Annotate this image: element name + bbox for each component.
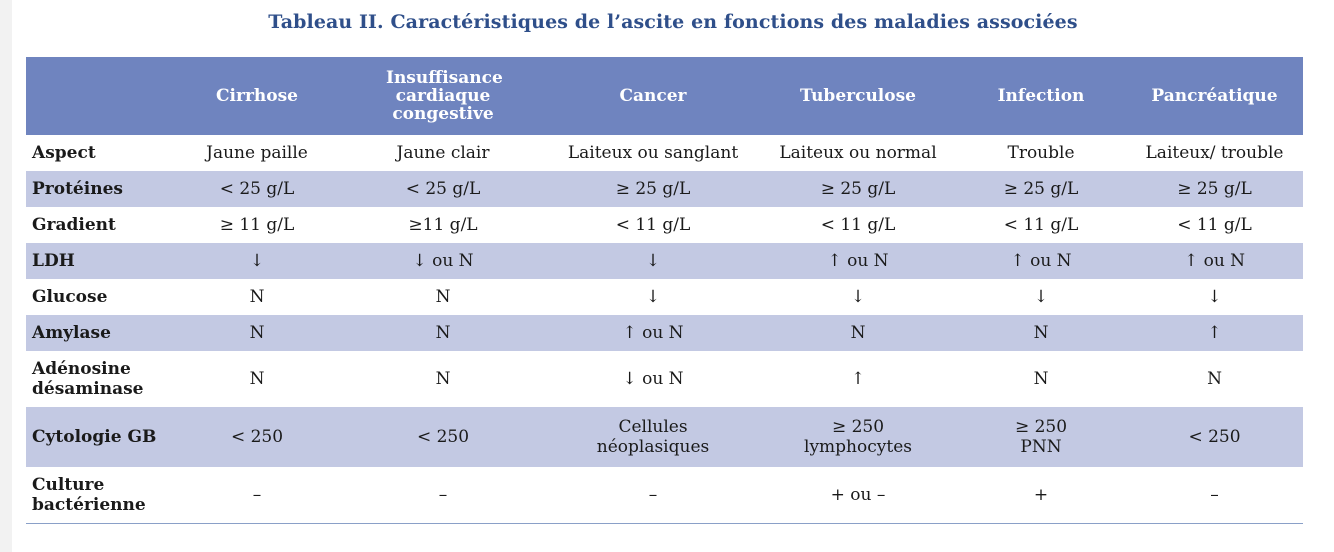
table-row: [26, 407, 1303, 467]
row-label: LDH: [26, 243, 174, 279]
table-cell: N: [435, 369, 451, 389]
table-cell: Jaune paille: [206, 143, 308, 163]
table-cell: < 11 g/L: [820, 215, 896, 235]
row-label: Glucose: [32, 287, 108, 307]
ascites-table: [26, 57, 1303, 524]
header-cell-insuffisance: Insuffisance cardiaque congestive: [340, 57, 546, 135]
header-cell-cancer: Cancer: [546, 57, 760, 135]
table-cell: < 11 g/L: [1177, 215, 1252, 235]
header-cell-tuberculose: Tuberculose: [760, 57, 956, 135]
header-cell-infection: Infection: [956, 57, 1126, 135]
table-cell: Cellules néoplasiques: [546, 407, 760, 467]
table-cell: –: [1126, 467, 1303, 524]
table-cell: N: [956, 315, 1126, 351]
table-cell: < 11 g/L: [615, 215, 691, 235]
table-cell: ↓: [850, 287, 866, 307]
table-cell: ↓: [1033, 287, 1049, 307]
table-cell: ↑: [850, 369, 866, 389]
table-cell: ↓: [174, 243, 340, 279]
table-cell: < 250: [340, 407, 546, 467]
table-cell: ↑ ou N: [760, 243, 956, 279]
table-cell: +: [956, 467, 1126, 524]
table-cell: ≥11 g/L: [408, 215, 478, 235]
table-cell: N: [760, 315, 956, 351]
table-row: [26, 135, 1303, 171]
row-label: Protéines: [26, 171, 174, 207]
table-cell: < 25 g/L: [340, 171, 546, 207]
table-cell: N: [174, 315, 340, 351]
table-cell: < 25 g/L: [174, 171, 340, 207]
table-row: [26, 351, 1303, 407]
table-cell: N: [435, 287, 451, 307]
table-row: [26, 467, 1303, 524]
table-cell: N: [1033, 369, 1049, 389]
row-label: Culture bactérienne: [26, 467, 174, 524]
table-cell: N: [340, 315, 546, 351]
table-cell: ≥ 25 g/L: [760, 171, 956, 207]
row-label: Aspect: [32, 143, 96, 163]
table-cell: N: [1207, 369, 1222, 389]
table-cell: ≥ 25 g/L: [1126, 171, 1303, 207]
header-cell-pancreatique: Pancréatique: [1126, 57, 1303, 135]
header-row: [26, 57, 1303, 135]
table-cell: ≥ 25 g/L: [546, 171, 760, 207]
table-cell: N: [249, 369, 265, 389]
table-row: [26, 315, 1303, 351]
table-cell: ≥ 250 lymphocytes: [760, 407, 956, 467]
table-cell: + ou –: [760, 467, 956, 524]
table-cell: Trouble: [1007, 143, 1075, 163]
table-cell: ≥ 250 PNN: [956, 407, 1126, 467]
table-row: [26, 243, 1303, 279]
row-label: Amylase: [26, 315, 174, 351]
table-cell: < 250: [174, 407, 340, 467]
document-page: [12, 0, 1334, 552]
header-cell-cirrhose: Cirrhose: [174, 57, 340, 135]
table-cell: –: [174, 467, 340, 524]
table-cell: ↓ ou N: [340, 243, 546, 279]
row-label: Adénosine désaminase: [32, 359, 144, 399]
table-row: [26, 171, 1303, 207]
table-cell: Jaune clair: [396, 143, 490, 163]
table-cell: ↓: [1207, 287, 1222, 307]
table-cell: < 11 g/L: [1003, 215, 1079, 235]
table-cell: ↑ ou N: [1126, 243, 1303, 279]
table-cell: –: [546, 467, 760, 524]
header-cell-empty: [26, 57, 174, 135]
table-cell: ↑ ou N: [956, 243, 1126, 279]
table-row: [26, 279, 1303, 315]
table-cell: ↑ ou N: [546, 315, 760, 351]
table-cell: ↓ ou N: [622, 369, 684, 389]
table-cell: –: [340, 467, 546, 524]
table-title: Tableau II. Caractéristiques de l’ascite en fonctions des maladies associées: [268, 11, 1078, 33]
row-label: Gradient: [32, 215, 116, 235]
table-cell: ↓: [645, 287, 661, 307]
table-cell: Laiteux ou sanglant: [567, 143, 739, 163]
table-cell: Laiteux ou normal: [779, 143, 937, 163]
table-cell: < 250: [1126, 407, 1303, 467]
table-cell: N: [249, 287, 265, 307]
row-label: Cytologie GB: [26, 407, 174, 467]
table-cell: ≥ 11 g/L: [219, 215, 295, 235]
table-cell: ≥ 25 g/L: [956, 171, 1126, 207]
table-cell: ↑: [1126, 315, 1303, 351]
table-cell: Laiteux/ trouble: [1145, 143, 1284, 163]
table-row: [26, 207, 1303, 243]
table-cell: ↓: [546, 243, 760, 279]
